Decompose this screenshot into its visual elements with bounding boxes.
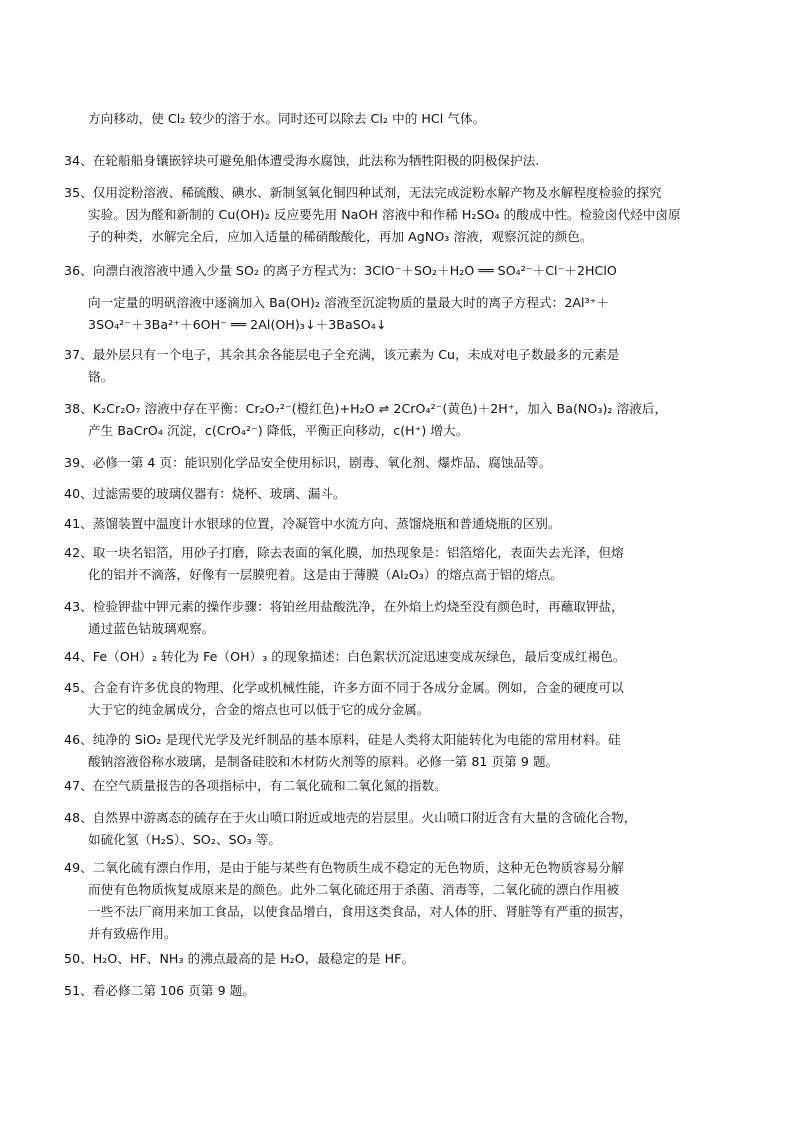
item-44 — [64, 646, 704, 668]
text-line: 化的铝并不滴落，好像有一层膜兜着。这是由于薄膜（Al₂O₃）的熔点高于铝的熔点。 — [88, 567, 563, 582]
text-line: 一些不法厂商用来加工食品，以使食品增白，食用这类食品，对人体的肝、肾脏等有严重的损害， — [88, 904, 632, 919]
text-line: 酸钠溶液俗称水玻璃，是制备硅胶和木材防火剂等的原料。必修一第 81 页第 9 题。 — [88, 754, 559, 769]
item-36-equation — [64, 292, 704, 336]
item-36 — [64, 260, 704, 282]
text-line: 50、H₂O、HF、NH₃ 的沸点最高的是 H₂O，最稳定的是 HF。 — [64, 951, 415, 966]
text-line: 通过蓝色钴玻璃观察。 — [88, 621, 215, 636]
item-38 — [64, 398, 704, 442]
text-line: 43、检验钾盐中钾元素的操作步骤：将铂丝用盐酸洗净，在外焰上灼烧至没有颜色时，再蘸取钾盐， — [64, 599, 624, 614]
text-line: 44、Fe（OH）₂ 转化为 Fe（OH）₃ 的现象描述：白色絮状沉淀迅速变成灰绿色，最后变成红褐色。 — [64, 649, 626, 664]
text-line: 大于它的纯金属成分，合金的熔点也可以低于它的成分金属。 — [88, 702, 430, 717]
text-line: 35、仅用淀粉溶液、稀硫酸、碘水、新制氢氧化铜四种试剂，无法完成淀粉水解产物及水解程度检验的探究 — [64, 185, 662, 200]
text-line: 如硫化氢（H₂S）、SO₂、SO₃ 等。 — [88, 832, 282, 847]
item-34 — [64, 150, 704, 172]
text-line: 38、K₂Cr₂O₇ 溶液中存在平衡：Cr₂O₇²⁻(橙红色)+H₂O ⇌ 2CrO₄²⁻(黄色)＋2H⁺，加入 Ba(NO₃)₂ 溶液后， — [64, 401, 668, 416]
text-line: 34、在轮船船身镶嵌锌块可避免船体遭受海水腐蚀，此法称为牺牲阳极的阴极保护法. — [64, 153, 540, 168]
text-line: 45、合金有许多优良的物理、化学或机械性能，许多方面不同于各成分金属。例如，合金的硬度可以 — [64, 680, 624, 695]
item-42 — [64, 542, 704, 586]
text-line: 46、纯净的 SiO₂ 是现代光学及光纤制品的基本原料，硅是人类将太阳能转化为电能的常用材料。硅 — [64, 732, 621, 747]
item-37 — [64, 344, 704, 388]
text-line: 37、最外层只有一个电子，其余其余各能层电子全充满，该元素为 Cu，未成对电子数最多的元素是 — [64, 347, 620, 362]
item-51 — [64, 980, 704, 1002]
text-line: 方向移动，使 Cl₂ 较少的溶于水。同时还可以除去 Cl₂ 中的 HCl 气体。 — [88, 111, 486, 126]
text-line: 47、在空气质量报告的各项指标中，有二氧化硫和二氧化氮的指数。 — [64, 778, 447, 793]
item-48 — [64, 807, 704, 851]
item-45 — [64, 677, 704, 721]
item-41 — [64, 513, 704, 535]
text-line: 40、过滤需要的玻璃仪器有：烧杯、玻璃、漏斗。 — [64, 486, 346, 501]
item-46 — [64, 729, 704, 773]
text-line: 铬。 — [88, 369, 114, 384]
item-50 — [64, 948, 704, 970]
text-line: 而使有色物质恢复成原来是的颜色。此外二氧化硫还用于杀菌、消毒等，二氧化硫的漂白作用被 — [88, 882, 620, 897]
item-49 — [64, 857, 704, 945]
text-line: 39、必修一第 4 页：能识别化学品安全使用标识，剧毒、氧化剂、爆炸品、腐蚀品等。 — [64, 455, 552, 470]
text-line: 实验。因为醛和新制的 Cu(OH)₂ 反应要先用 NaOH 溶液中和作稀 H₂SO₄ 的酸成中性。检验卤代烃中卤原 — [88, 207, 681, 222]
text-line: 49、二氧化硫有漂白作用，是由于能与某些有色物质生成不稳定的无色物质，这种无色物质容易分解 — [64, 860, 624, 875]
text-line: 41、蒸馏装置中温度计水银球的位置，冷凝管中水流方向、蒸馏烧瓶和普通烧瓶的区别。 — [64, 516, 561, 531]
item-39 — [64, 452, 704, 474]
text-line: 并有致癌作用。 — [88, 926, 177, 941]
item-47 — [64, 775, 704, 797]
text-line: 42、取一块名铝箔，用砂子打磨，除去表面的氧化膜，加热现象是：铝箔熔化，表面失去光泽，但熔 — [64, 545, 624, 560]
text-line: 51、看必修二第 106 页第 9 题。 — [64, 983, 256, 998]
text-line: 48、自然界中游离态的硫存在于火山喷口附近或地壳的岩层里。火山喷口附近含有大量的含硫化合物， — [64, 810, 637, 825]
text-line: 产生 BaCrO₄ 沉淀，c(CrO₄²⁻) 降低，平衡正向移动，c(H⁺) 增大。 — [88, 423, 469, 438]
text-line: 36、向漂白液溶液中通入少量 SO₂ 的离子方程式为：3ClO⁻＋SO₂＋H₂O ══ SO₄²⁻＋Cl⁻＋2HClO — [64, 263, 617, 278]
text-line: 向一定量的明矾溶液中逐滴加入 Ba(OH)₂ 溶液至沉淀物质的量最大时的离子方程式：2Al³⁺＋ — [88, 295, 610, 310]
item-40 — [64, 483, 704, 505]
text-line: 子的种类，水解完全后，应加入适量的稀硝酸酸化，再加 AgNO₃ 溶液，观察沉淀的颜色。 — [88, 229, 593, 244]
text-line: 3SO₄²⁻＋3Ba²⁺＋6OH⁻ ══ 2Al(OH)₃↓＋3BaSO₄↓ — [88, 317, 387, 332]
item-35 — [64, 182, 704, 248]
paragraph-33-continuation — [64, 108, 704, 130]
item-43 — [64, 596, 704, 640]
